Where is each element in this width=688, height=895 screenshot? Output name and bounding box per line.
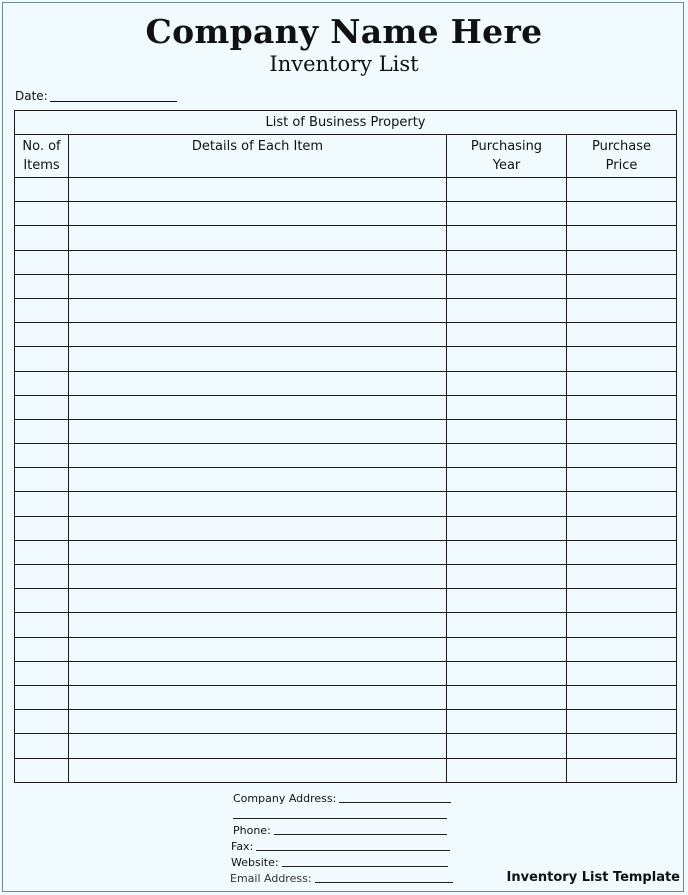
fax-blank[interactable] [256,840,450,851]
purchasing-year-cell[interactable] [447,710,567,734]
no-of-items-cell[interactable] [15,492,69,516]
website-label: Website: [231,856,279,869]
details-cell[interactable] [69,685,447,709]
phone-row[interactable] [230,823,453,839]
table-row [15,661,677,685]
details-cell[interactable] [69,274,447,298]
column-header-line1: Purchasing [470,139,543,154]
purchase-price-cell[interactable] [567,637,677,661]
details-cell[interactable] [69,492,447,516]
table-row [15,395,677,419]
details-cell[interactable] [69,298,447,322]
details-cell[interactable] [69,419,447,443]
table-row [15,298,677,322]
no-of-items-cell[interactable] [15,637,69,661]
purchase-price-cell[interactable] [567,444,677,468]
purchase-price-cell[interactable] [567,178,677,202]
purchasing-year-cell[interactable] [447,734,567,758]
no-of-items-cell[interactable] [15,540,69,564]
no-of-items-cell[interactable] [15,323,69,347]
purchasing-year-cell[interactable] [447,613,567,637]
no-of-items-cell[interactable] [15,468,69,492]
purchasing-year-cell[interactable] [447,395,567,419]
purchase-price-cell[interactable] [567,565,677,589]
purchasing-year-cell[interactable] [447,347,567,371]
purchasing-year-cell[interactable] [447,226,567,250]
purchasing-year-cell[interactable] [447,419,567,443]
company-address-blank[interactable] [339,792,451,803]
column-header-line1: Details of Each Item [191,139,324,154]
website-blank[interactable] [282,856,448,867]
purchase-price-cell[interactable] [567,298,677,322]
fax-label: Fax: [231,840,254,853]
purchase-price-cell[interactable] [567,492,677,516]
table-row [15,516,677,540]
purchase-price-cell[interactable] [567,661,677,685]
table-row [15,371,677,395]
document-title: Inventory List [269,52,419,76]
table-row [15,347,677,371]
column-header-purchase-price [567,135,677,178]
table-row [15,734,677,758]
purchase-price-cell[interactable] [567,710,677,734]
details-cell[interactable] [69,444,447,468]
no-of-items-cell[interactable] [15,371,69,395]
table-body [15,178,677,783]
purchase-price-cell[interactable] [567,468,677,492]
company-address-row[interactable] [230,791,453,807]
table-row [15,202,677,226]
details-cell[interactable] [69,202,447,226]
contact-footer [230,791,453,887]
email-label: Email Address: [230,872,312,885]
table-row [15,419,677,443]
purchasing-year-cell[interactable] [447,565,567,589]
column-header-details [69,135,447,178]
table-row [15,444,677,468]
table-row [15,710,677,734]
no-of-items-cell[interactable] [15,758,69,782]
purchasing-year-cell[interactable] [447,274,567,298]
details-cell[interactable] [69,226,447,250]
no-of-items-cell[interactable] [15,178,69,202]
no-of-items-cell[interactable] [15,734,69,758]
no-of-items-cell[interactable] [15,613,69,637]
table-row [15,492,677,516]
template-tag: Inventory List Template [506,870,680,885]
purchase-price-cell[interactable] [567,758,677,782]
no-of-items-cell[interactable] [15,395,69,419]
column-header-no-of-items [15,135,69,178]
purchase-price-cell[interactable] [567,371,677,395]
no-of-items-cell[interactable] [15,710,69,734]
no-of-items-cell[interactable] [15,347,69,371]
purchase-price-cell[interactable] [567,685,677,709]
fax-row[interactable] [230,839,453,855]
purchase-price-cell[interactable] [567,734,677,758]
phone-blank[interactable] [274,824,447,835]
purchasing-year-cell[interactable] [447,468,567,492]
purchase-price-cell[interactable] [567,274,677,298]
table-row [15,250,677,274]
company-name: Company Name Here [145,12,543,51]
email-blank[interactable] [315,872,453,883]
no-of-items-cell[interactable] [15,565,69,589]
details-cell[interactable] [69,178,447,202]
purchasing-year-cell[interactable] [447,589,567,613]
no-of-items-cell[interactable] [15,250,69,274]
details-cell[interactable] [69,468,447,492]
purchase-price-cell[interactable] [567,347,677,371]
purchase-price-cell[interactable] [567,395,677,419]
table-row [15,468,677,492]
table-row [15,589,677,613]
table-row [15,758,677,782]
table-caption: List of Business Property [15,111,677,135]
column-header-line2: Year [492,158,521,173]
table-row [15,540,677,564]
email-row[interactable] [230,871,453,887]
table-row [15,178,677,202]
no-of-items-cell[interactable] [15,298,69,322]
purchasing-year-cell[interactable] [447,202,567,226]
purchase-price-cell[interactable] [567,589,677,613]
no-of-items-cell[interactable] [15,589,69,613]
purchase-price-cell[interactable] [567,613,677,637]
purchase-price-cell[interactable] [567,516,677,540]
details-cell[interactable] [69,516,447,540]
no-of-items-cell[interactable] [15,274,69,298]
no-of-items-cell[interactable] [15,516,69,540]
table-row [15,274,677,298]
phone-label: Phone: [233,824,271,837]
details-cell[interactable] [69,710,447,734]
company-address-blank-2[interactable] [233,808,447,819]
purchasing-year-cell[interactable] [447,444,567,468]
date-field[interactable] [15,89,177,103]
purchasing-year-cell[interactable] [447,661,567,685]
table-row [15,637,677,661]
details-cell[interactable] [69,371,447,395]
purchase-price-cell[interactable] [567,323,677,347]
details-cell[interactable] [69,758,447,782]
purchasing-year-cell[interactable] [447,323,567,347]
details-cell[interactable] [69,734,447,758]
column-header-line2: Price [605,158,638,173]
purchase-price-cell[interactable] [567,202,677,226]
no-of-items-cell[interactable] [15,444,69,468]
date-label: Date: [15,89,48,103]
no-of-items-cell[interactable] [15,661,69,685]
purchasing-year-cell[interactable] [447,298,567,322]
purchasing-year-cell[interactable] [447,758,567,782]
column-header-purchasing-year [447,135,567,178]
table-row [15,226,677,250]
purchase-price-cell[interactable] [567,540,677,564]
table-row [15,565,677,589]
details-cell[interactable] [69,323,447,347]
purchase-price-cell[interactable] [567,250,677,274]
company-address-row-2[interactable] [230,807,453,823]
inventory-table [14,110,677,783]
purchasing-year-cell[interactable] [447,492,567,516]
purchase-price-cell[interactable] [567,419,677,443]
column-header-line1: No. of [22,139,61,154]
no-of-items-cell[interactable] [15,226,69,250]
purchasing-year-cell[interactable] [447,178,567,202]
column-header-line1: Purchase [591,139,652,154]
no-of-items-cell[interactable] [15,685,69,709]
details-cell[interactable] [69,565,447,589]
purchase-price-cell[interactable] [567,226,677,250]
column-header-line2: Items [23,158,60,173]
purchasing-year-cell[interactable] [447,685,567,709]
details-cell[interactable] [69,589,447,613]
purchasing-year-cell[interactable] [447,250,567,274]
purchasing-year-cell[interactable] [447,371,567,395]
date-blank[interactable] [50,89,177,102]
table-row [15,685,677,709]
no-of-items-cell[interactable] [15,419,69,443]
table-row [15,613,677,637]
details-cell[interactable] [69,613,447,637]
table-row [15,323,677,347]
details-cell[interactable] [69,347,447,371]
website-row[interactable] [230,855,453,871]
details-cell[interactable] [69,250,447,274]
company-address-label: Company Address: [233,792,337,805]
purchasing-year-cell[interactable] [447,516,567,540]
details-cell[interactable] [69,540,447,564]
purchasing-year-cell[interactable] [447,637,567,661]
details-cell[interactable] [69,637,447,661]
no-of-items-cell[interactable] [15,202,69,226]
purchasing-year-cell[interactable] [447,540,567,564]
details-cell[interactable] [69,395,447,419]
details-cell[interactable] [69,661,447,685]
